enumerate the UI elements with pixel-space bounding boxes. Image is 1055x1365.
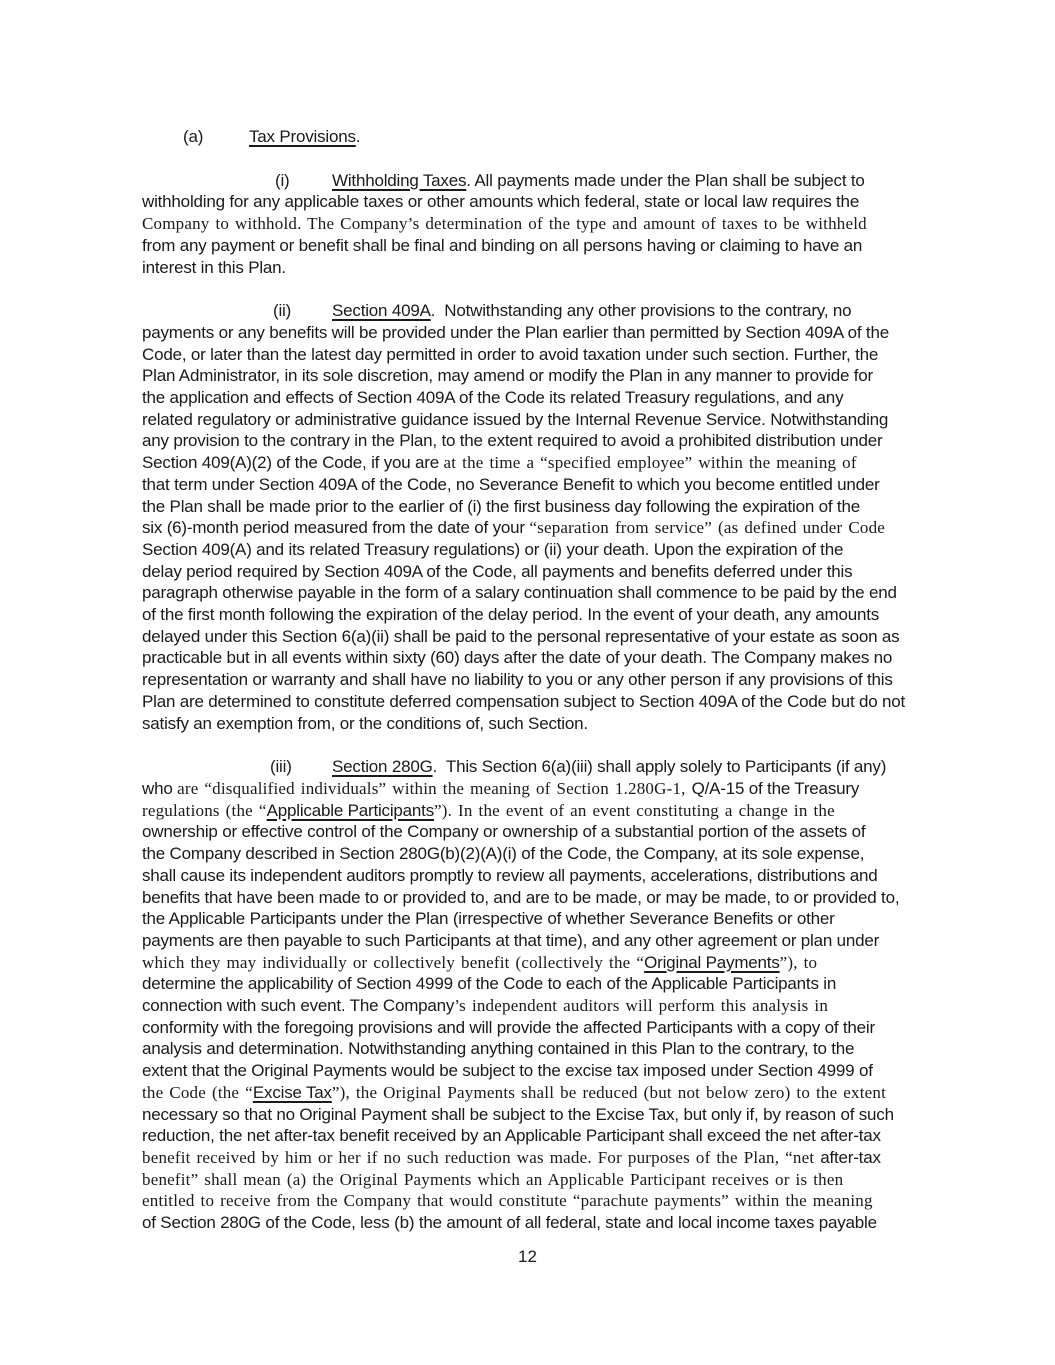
underlined-term: Tax Provisions — [249, 127, 356, 146]
text-segment: who — [142, 778, 178, 798]
text-line — [142, 1038, 942, 1060]
text-line — [142, 1017, 942, 1039]
list-label: (ii) — [273, 301, 292, 321]
text-segment: after-tax — [820, 1147, 881, 1167]
page-number: 12 — [518, 1247, 537, 1266]
text-line — [142, 626, 942, 648]
text-line — [142, 1060, 942, 1082]
text-line — [142, 843, 942, 865]
text-segment: . This Section 6(a)(iii) shall apply solely to Participants (if any) — [432, 757, 887, 777]
text-segment: payments or any benefits will be provided under the Plan earlier than permitted by Section 409A of the — [142, 322, 889, 342]
text-line — [142, 409, 942, 431]
text-segment: ”), the Original Payments shall be reduced (but not below zero) to the extent — [331, 1082, 887, 1102]
underlined-term: Applicable Participants — [266, 800, 435, 820]
list-label: (i) — [275, 170, 290, 190]
text-segment: ’s independent auditors will perform this analysis in — [454, 996, 829, 1016]
underlined-term: Original Payments — [644, 952, 780, 972]
text-line — [142, 865, 942, 887]
text-segment: Plan are determined to constitute deferred compensation subject to Section 409A of the Code but do not — [142, 691, 906, 711]
text-line — [142, 300, 942, 322]
text-line — [142, 126, 942, 148]
text-segment: the Company described in Section 280G(b)(2)(A)(i) of the Code, the Company, at its sole expense, — [142, 844, 865, 864]
text-line — [142, 1104, 942, 1126]
text-segment: . — [355, 127, 361, 146]
text-segment: from any payment or benefit shall be final and binding on all persons having or claiming to have an — [142, 235, 863, 255]
text-line — [142, 821, 942, 843]
text-segment: any provision to the contrary in the Plan, to the extent required to avoid a prohibited distribution under — [142, 431, 883, 451]
text-line — [142, 1169, 942, 1191]
text-segment: Plan Administrator, in its sole discretion, may amend or modify the Plan in any manner to provide for — [142, 366, 873, 386]
text-line — [142, 908, 942, 930]
text-segment: six (6)-month period measured from the date of your — [142, 518, 530, 538]
text-segment: . Notwithstanding any other provisions to the contrary, no — [430, 301, 852, 321]
text-segment: ownership or effective control of the Company or ownership of a substantial portion of the assets of — [142, 822, 866, 842]
text-segment: shall cause its independent auditors promptly to review all payments, accelerations, distributions and — [142, 865, 878, 885]
text-line — [142, 582, 942, 604]
text-segment: regulations (the “ — [142, 800, 267, 820]
text-segment: withholding for any applicable taxes or other amounts which federal, state or local law requires the — [142, 192, 860, 212]
text-segment: the Plan shall be made prior to the earlier of (i) the first business day following the expiration of the — [142, 496, 860, 516]
list-label: (a) — [183, 127, 204, 146]
text-line — [142, 778, 942, 800]
text-line — [142, 887, 942, 909]
text-segment: . All payments made under the Plan shall be subject to — [466, 170, 865, 190]
text-segment: at the time a “specified employee” within the meaning of — [443, 453, 857, 473]
text-line — [142, 496, 942, 518]
text-line — [142, 669, 942, 691]
text-segment: of the first month following the expiration of the delay period. In the event of your death, any amounts — [142, 605, 880, 625]
text-segment: interest in this Plan. — [142, 257, 286, 277]
text-line — [142, 647, 942, 669]
text-line — [142, 561, 942, 583]
text-segment: are “disqualified individuals” within the meaning of Section 1.280G-1, — [177, 778, 692, 798]
text-segment: determine the applicability of Section 4999 of the Code to each of the Applicable Participants in — [142, 974, 837, 994]
text-segment: representation or warranty and shall have no liability to you or any other person if any provisions of this — [142, 670, 893, 690]
text-line — [142, 257, 942, 279]
text-segment: related regulatory or administrative guidance issued by the Internal Revenue Service. Notwithstanding — [142, 409, 889, 429]
text-line — [142, 930, 942, 952]
text-segment: of Section 280G of the Code, less (b) the amount of all federal, state and local income taxes payable — [142, 1213, 877, 1233]
text-segment: Company to withhold. The Company’s determination of the type and amount of taxes to be withheld — [142, 214, 867, 234]
text-segment: delay period required by Section 409A of the Code, all payments and benefits deferred under this — [142, 561, 853, 581]
text-line — [142, 474, 942, 496]
paragraph-tax-provisions — [142, 126, 942, 148]
text-segment: that term under Section 409A of the Code, no Severance Benefit to which you become entitled under — [142, 474, 880, 494]
text-segment: paragraph otherwise payable in the form of a salary continuation shall commence to be paid by the end — [142, 583, 897, 603]
text-segment: practicable but in all events within sixty (60) days after the date of your death. The Company makes no — [142, 648, 893, 668]
text-segment: entitled to receive from the Company that would constitute “parachute payments” within the meaning — [142, 1191, 873, 1211]
text-segment: necessary so that no Original Payment shall be subject to the Excise Tax, but only if, by reason of such — [142, 1104, 894, 1124]
text-line — [142, 322, 942, 344]
text-line — [142, 517, 942, 539]
text-line — [142, 995, 942, 1017]
text-line — [142, 1212, 942, 1234]
text-segment: Section 409(A)(2) of the Code, if you are — [142, 453, 444, 473]
underlined-term: Section 280G — [332, 757, 433, 777]
list-label: (iii) — [270, 757, 292, 777]
text-segment: the Code (the “ — [142, 1082, 253, 1102]
text-line — [142, 973, 942, 995]
text-segment: reduction, the net after-tax benefit received by an Applicable Participant shall exceed the net after-tax — [142, 1126, 881, 1146]
text-segment: benefit received by him or her if no such reduction was made. For purposes of the Plan, “net — [142, 1147, 821, 1167]
text-line — [142, 1125, 942, 1147]
text-segment: which they may individually or collectively benefit (collectively the “ — [142, 952, 645, 972]
text-line — [142, 344, 942, 366]
text-line — [142, 213, 942, 235]
text-segment: analysis and determination. Notwithstanding anything contained in this Plan to the contrary, to the — [142, 1039, 855, 1059]
underlined-term: Withholding Taxes — [332, 170, 467, 190]
text-segment: ”). In the event of an event constituting a change in the — [434, 800, 835, 820]
text-line — [142, 952, 942, 974]
text-line — [142, 1147, 942, 1169]
text-segment: delayed under this Section 6(a)(ii) shall be paid to the personal representative of your estate as soon as — [142, 626, 900, 646]
text-line — [142, 713, 942, 735]
text-segment: Code, or later than the latest day permitted in order to avoid taxation under such section. Further, the — [142, 344, 879, 364]
text-segment: “separation from service” (as defined under Code — [529, 518, 886, 538]
text-line — [142, 452, 942, 474]
underlined-term: Excise Tax — [252, 1082, 332, 1102]
document-body — [142, 126, 942, 1256]
text-segment: the application and effects of Section 409A of the Code its related Treasury regulations, and any — [142, 388, 844, 408]
text-segment: the Applicable Participants under the Plan (irrespective of whether Severance Benefits or other — [142, 909, 835, 929]
text-line — [142, 1082, 942, 1104]
text-segment: benefit” shall mean (a) the Original Payments which an Applicable Participant receives or is then — [142, 1169, 844, 1189]
text-segment: extent that the Original Payments would be subject to the excise tax imposed under Section 4999 of — [142, 1061, 873, 1081]
text-line — [142, 1190, 942, 1212]
text-line — [142, 191, 942, 213]
text-line — [142, 365, 942, 387]
text-segment: satisfy an exemption from, or the conditions of, such Section. — [142, 713, 588, 733]
text-line — [142, 691, 942, 713]
text-line — [142, 430, 942, 452]
text-segment: ”), to — [779, 952, 818, 972]
text-segment: conformity with the foregoing provisions and will provide the affected Participants with a copy of their — [142, 1017, 875, 1037]
text-line — [142, 800, 942, 822]
text-line — [142, 387, 942, 409]
paragraph-section-280g — [142, 756, 942, 1233]
text-segment: Section 409(A) and its related Treasury regulations) or (ii) your death. Upon the expiration of the — [142, 539, 844, 559]
text-segment: payments are then payable to such Participants at that time), and any other agreement or plan under — [142, 930, 880, 950]
text-segment: connection with such event. The Company — [142, 996, 455, 1016]
text-line — [142, 756, 942, 778]
underlined-term: Section 409A — [332, 301, 431, 321]
paragraph-section-409a — [142, 300, 942, 734]
text-segment: Q/A-15 of the Treasury — [691, 778, 860, 798]
text-line — [142, 539, 942, 561]
text-segment: benefits that have been made to or provided to, and are to be made, or may be made, to or provided to, — [142, 887, 900, 907]
text-line — [142, 170, 942, 192]
text-line — [142, 604, 942, 626]
text-line — [142, 235, 942, 257]
paragraph-withholding-taxes — [142, 170, 942, 279]
